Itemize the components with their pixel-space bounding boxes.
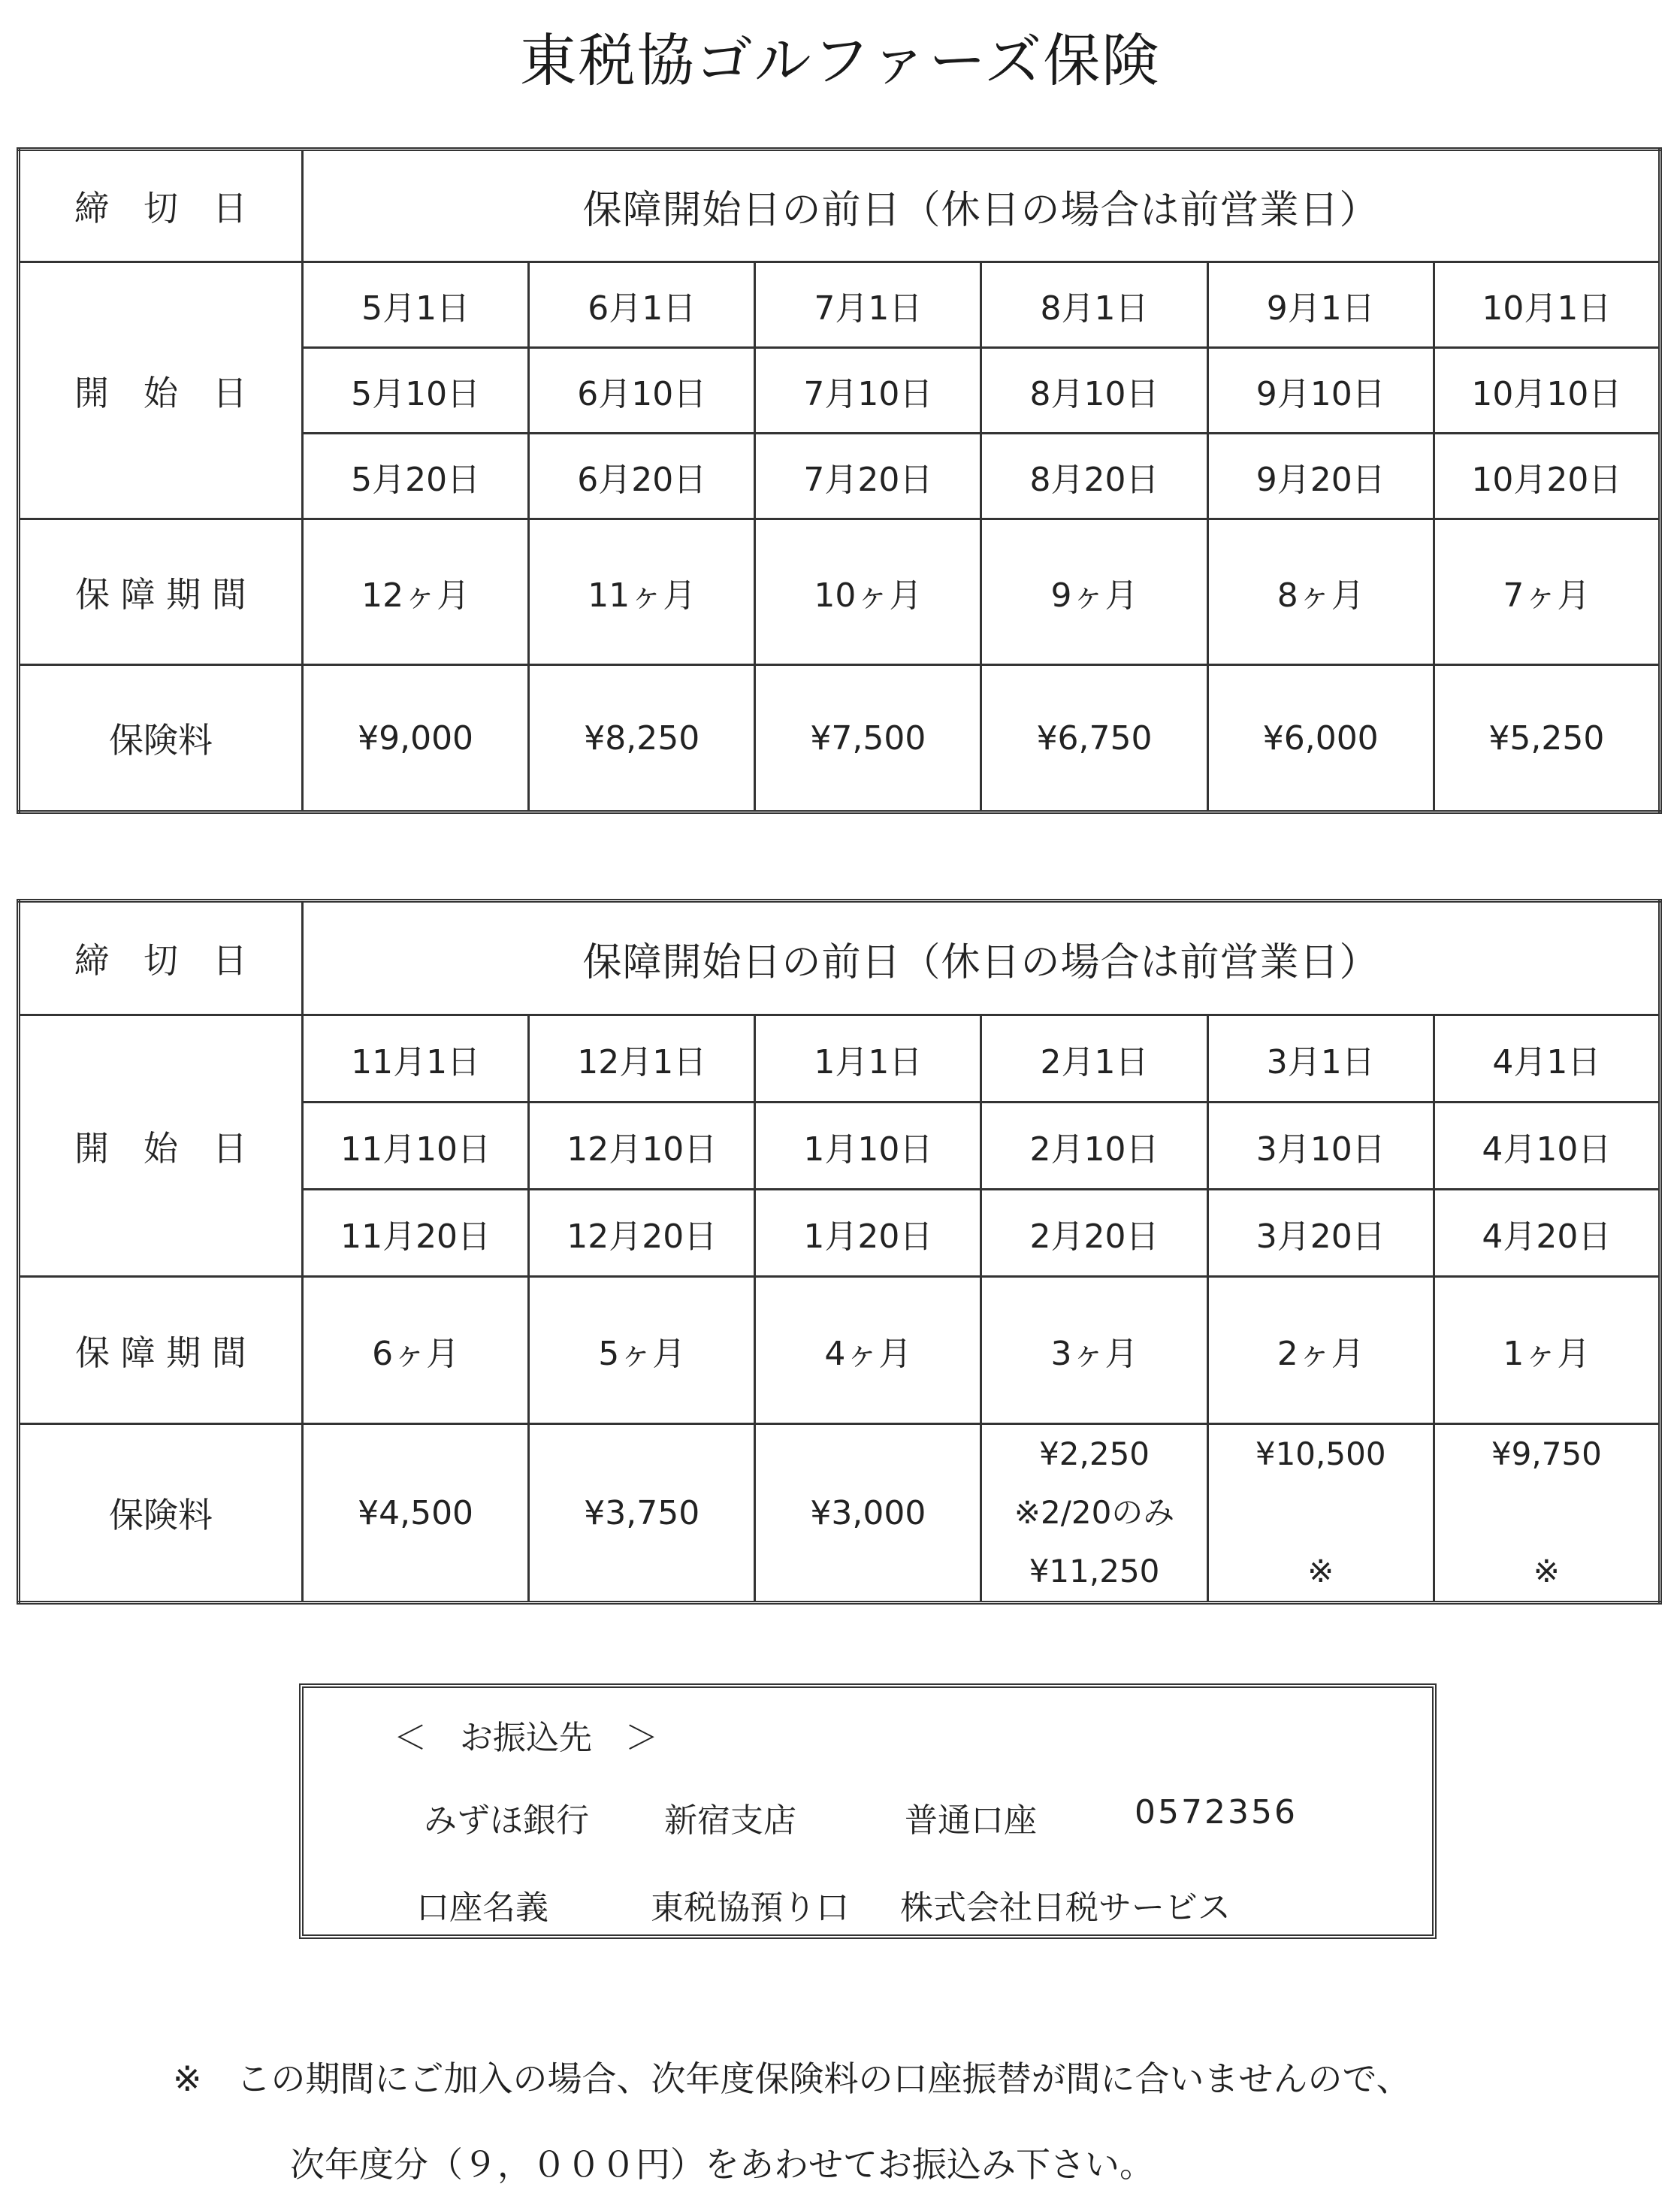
premium-cell: ¥4,500	[303, 1424, 529, 1603]
start-date-cell: 2月10日	[981, 1103, 1207, 1190]
premium-feb-alt: ¥11,250	[1029, 1553, 1160, 1590]
start-date-cell: 6月10日	[529, 348, 755, 434]
coverage-period-cell: 12ヶ月	[303, 519, 529, 665]
start-date-cell: 12月20日	[529, 1190, 755, 1277]
premium-cell-apr	[1434, 1424, 1660, 1603]
note-reference-mark: ※	[1307, 1553, 1334, 1590]
note-reference-mark: ※	[1533, 1553, 1560, 1590]
premium-cell: ¥3,750	[529, 1424, 755, 1603]
start-date-cell: 5月20日	[303, 434, 529, 519]
coverage-period-cell: 9ヶ月	[981, 519, 1207, 665]
account-number: 0572356	[1135, 1793, 1298, 1832]
start-date-cell: 3月1日	[1207, 1015, 1434, 1103]
start-date-cell: 10月1日	[1434, 262, 1660, 348]
payment-heading: ＜ お振込先 ＞	[394, 1719, 658, 1757]
start-date-cell: 11月10日	[303, 1103, 529, 1190]
deadline-label: 締 切 日	[19, 901, 303, 1015]
premium-cell: ¥5,250	[1434, 665, 1660, 812]
start-date-cell: 1月20日	[755, 1190, 981, 1277]
start-date-cell: 7月20日	[755, 434, 981, 519]
premium-cell-mar	[1207, 1424, 1434, 1603]
account-type: 普通口座	[905, 1801, 1037, 1840]
start-date-cell: 10月20日	[1434, 434, 1660, 519]
premium-cell: ¥6,750	[981, 665, 1207, 812]
coverage-period-cell: 1ヶ月	[1434, 1277, 1660, 1424]
premium-apr-main: ¥9,750	[1491, 1435, 1602, 1472]
account-holder-label: 口座名義	[416, 1889, 548, 1927]
start-date-cell: 6月20日	[529, 434, 755, 519]
start-date-cell: 5月1日	[303, 262, 529, 348]
start-date-cell: 3月10日	[1207, 1103, 1434, 1190]
start-date-cell: 4月20日	[1434, 1190, 1660, 1277]
start-date-cell: 9月20日	[1207, 434, 1434, 519]
start-date-cell: 10月10日	[1434, 348, 1660, 434]
premium-cell: ¥9,000	[303, 665, 529, 812]
start-date-cell: 1月10日	[755, 1103, 981, 1190]
start-date-cell: 5月10日	[303, 348, 529, 434]
premium-label: 保険料	[19, 1424, 303, 1603]
start-date-cell: 11月20日	[303, 1190, 529, 1277]
account-holder-2: 株式会社日税サービス	[900, 1889, 1231, 1927]
coverage-period-cell: 10ヶ月	[755, 519, 981, 665]
payment-info-box	[299, 1683, 1437, 1939]
start-date-cell: 3月20日	[1207, 1190, 1434, 1277]
start-date-label: 開 始 日	[19, 1015, 303, 1277]
footnote-line-2: 次年度分（９，０００円）をあわせてお振込み下さい。	[290, 2144, 1154, 2185]
start-date-cell: 4月1日	[1434, 1015, 1660, 1103]
start-date-cell: 8月20日	[981, 434, 1207, 519]
premium-cell: ¥3,000	[755, 1424, 981, 1603]
coverage-period-cell: 7ヶ月	[1434, 519, 1660, 665]
start-date-cell: 2月20日	[981, 1190, 1207, 1277]
premium-cell: ¥6,000	[1207, 665, 1434, 812]
start-date-cell: 7月1日	[755, 262, 981, 348]
start-date-label: 開 始 日	[19, 262, 303, 519]
branch-name: 新宿支店	[664, 1801, 796, 1840]
start-date-cell: 9月10日	[1207, 348, 1434, 434]
start-date-cell: 1月1日	[755, 1015, 981, 1103]
premium-feb-main: ¥2,250	[1039, 1435, 1150, 1472]
start-date-cell: 8月1日	[981, 262, 1207, 348]
start-date-cell: 2月1日	[981, 1015, 1207, 1103]
start-date-cell: 8月10日	[981, 348, 1207, 434]
start-date-cell: 12月1日	[529, 1015, 755, 1103]
premium-cell: ¥7,500	[755, 665, 981, 812]
footnote-line-1: ※ この期間にご加入の場合、次年度保険料の口座振替が間に合いませんので、	[173, 2058, 1411, 2099]
start-date-cell: 7月10日	[755, 348, 981, 434]
account-holder-1: 東税協預り口	[651, 1889, 849, 1927]
schedule-table-may-oct	[17, 147, 1662, 814]
start-date-cell: 9月1日	[1207, 262, 1434, 348]
premium-feb-note: ※2/20のみ	[1014, 1494, 1175, 1531]
premium-cell-feb	[981, 1424, 1207, 1603]
deadline-text: 保障開始日の前日（休日の場合は前営業日）	[303, 150, 1660, 262]
deadline-text: 保障開始日の前日（休日の場合は前営業日）	[303, 901, 1660, 1015]
coverage-period-cell: 4ヶ月	[755, 1277, 981, 1424]
start-date-cell: 6月1日	[529, 262, 755, 348]
page-title: 東税協ゴルファーズ保険	[519, 27, 1161, 94]
coverage-period-cell: 11ヶ月	[529, 519, 755, 665]
coverage-period-label: 保 障 期 間	[19, 519, 303, 665]
coverage-period-cell: 8ヶ月	[1207, 519, 1434, 665]
coverage-period-cell: 2ヶ月	[1207, 1277, 1434, 1424]
schedule-table-nov-apr	[17, 899, 1662, 1605]
premium-cell: ¥8,250	[529, 665, 755, 812]
premium-mar-main: ¥10,500	[1255, 1435, 1386, 1472]
start-date-cell: 12月10日	[529, 1103, 755, 1190]
coverage-period-cell: 5ヶ月	[529, 1277, 755, 1424]
coverage-period-cell: 6ヶ月	[303, 1277, 529, 1424]
bank-name: みずほ銀行	[424, 1801, 589, 1840]
premium-label: 保険料	[19, 665, 303, 812]
coverage-period-cell: 3ヶ月	[981, 1277, 1207, 1424]
start-date-cell: 11月1日	[303, 1015, 529, 1103]
start-date-cell: 4月10日	[1434, 1103, 1660, 1190]
coverage-period-label: 保 障 期 間	[19, 1277, 303, 1424]
deadline-label: 締 切 日	[19, 150, 303, 262]
